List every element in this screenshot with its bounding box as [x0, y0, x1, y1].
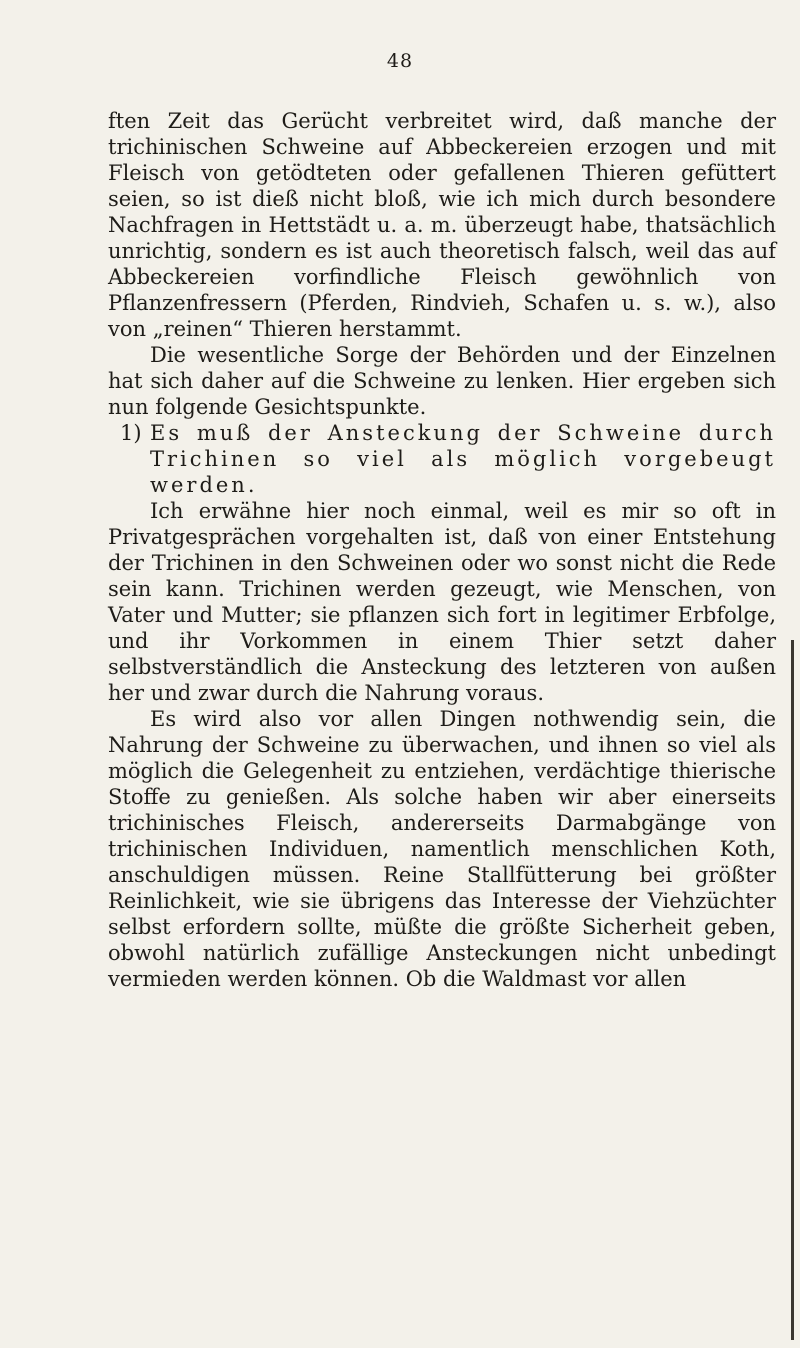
paragraph-1: ften Zeit das Gerücht verbreitet wird, daß manche der trichinischen Schweine auf Abbeckereien erzogen und mit Fleisch von getödteten oder gefallenen Thieren gefüttert seien, so ist dieß nicht bloß, wie ich mich durch besondere Nachfragen in Hettstädt u. a. m. überzeugt habe, thatsächlich unrichtig, sondern es ist auch theoretisch falsch, weil das auf Abbeckereien vorfindliche Fleisch gewöhnlich von Pflanzenfressern (Pferden, Rindvieh, Schafen u. s. w.), also von „reinen“ Thieren herstammt.	[108, 109, 776, 341]
text-block	[108, 108, 776, 992]
paragraph-4: Es wird also vor allen Dingen nothwendig sein, die Nahrung der Schweine zu überwachen, und ihnen so viel als möglich die Gelegenheit zu entziehen, verdächtige thierische Stoffe zu genießen. Als solche haben wir aber einerseits trichinisches Fleisch, andererseits Darmabgänge von trichinischen Individuen, namentlich menschlichen Koth, anschuldigen müssen. Reine Stallfütterung bei größter Reinlichkeit, wie sie übrigens das Interesse der Viehzüchter selbst erfordern sollte, müßte die größte Sicherheit geben, obwohl natürlich zufällige Ansteckungen nicht unbedingt vermieden werden können. Ob die Waldmast vor allen	[108, 707, 776, 991]
page-edge-rule	[791, 640, 794, 1340]
numbered-item-number: 1)	[120, 421, 142, 445]
page-number: 48	[386, 50, 414, 72]
paragraph-2: Die wesentliche Sorge der Behörden und der Einzelnen hat sich daher auf die Schweine zu lenken. Hier ergeben sich nun folgende Gesichtspunkte.	[108, 343, 776, 419]
numbered-item	[108, 420, 776, 498]
paragraph-3: Ich erwähne hier noch einmal, weil es mir so oft in Privatgesprächen vorgehalten ist, daß von einer Entstehung der Trichinen in den Schweinen oder wo sonst nicht die Rede sein kann. Trichinen werden gezeugt, wie Menschen, von Vater und Mutter; sie pflanzen sich fort in legitimer Erbfolge, und ihr Vorkommen in einem Thier setzt daher selbstverständlich die Ansteckung des letzteren von außen her und zwar durch die Nahrung voraus.	[108, 499, 776, 705]
numbered-item-text: Es muß der Ansteckung der Schweine durch Trichinen so viel als möglich vorgebeugt werden.	[150, 421, 776, 497]
